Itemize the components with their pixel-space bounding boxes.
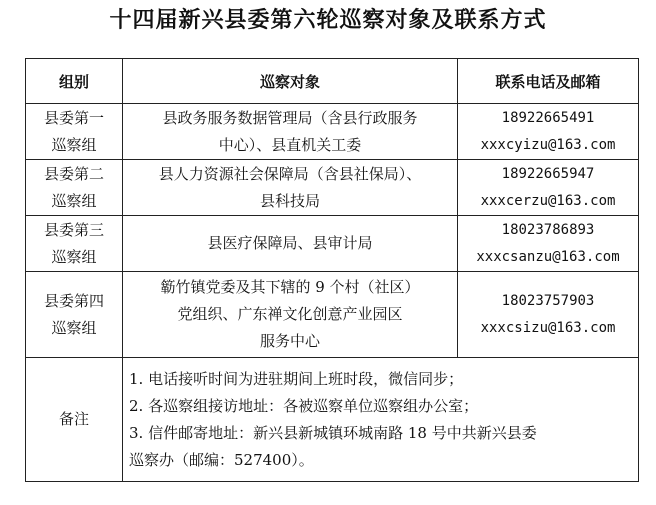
note-line: 1. 电话接听时间为进驻期间上班时段，微信同步； xyxy=(129,369,464,388)
phone-number: 18023786893 xyxy=(501,221,595,238)
email-address[interactable]: xxxcsanzu@163.com xyxy=(476,248,620,265)
target-cell: 县医疗保障局、县审计局 xyxy=(123,216,458,272)
note-line: 3. 信件邮寄地址：新兴县新城镇环城南路 18 号中共新兴县委 xyxy=(129,423,537,442)
group-cell: 县委第四 巡察组 xyxy=(26,272,123,358)
notes-label: 备注 xyxy=(26,358,123,482)
contact-cell xyxy=(458,216,639,272)
contact-cell xyxy=(458,272,639,358)
header-contact: 联系电话及邮箱 xyxy=(458,59,639,104)
contact-cell xyxy=(458,104,639,160)
email-address[interactable]: xxxcsizu@163.com xyxy=(480,319,616,336)
table-row xyxy=(26,272,639,358)
note-line: 2. 各巡察组接访地址：各被巡察单位巡察组办公室； xyxy=(129,396,479,415)
target-cell: 簕竹镇党委及其下辖的 9 个村（社区） 党组织、广东禅文化创意产业园区 服务中心 xyxy=(123,272,458,358)
email-address[interactable]: xxxcyizu@163.com xyxy=(480,136,616,153)
table-row xyxy=(26,216,639,272)
target-cell: 县政务服务数据管理局（含县行政服务 中心）、县直机关工委 xyxy=(123,104,458,160)
notes-content xyxy=(123,358,639,482)
notes-row xyxy=(26,358,639,482)
email-address[interactable]: xxxcerzu@163.com xyxy=(480,192,616,209)
group-cell: 县委第二 巡察组 xyxy=(26,160,123,216)
header-target: 巡察对象 xyxy=(123,59,458,104)
phone-number: 18922665491 xyxy=(501,109,595,126)
table-header-row xyxy=(26,59,639,104)
contact-table xyxy=(25,58,639,482)
contact-cell xyxy=(458,160,639,216)
group-cell: 县委第一 巡察组 xyxy=(26,104,123,160)
table-row xyxy=(26,160,639,216)
header-group: 组别 xyxy=(26,59,123,104)
note-line: 巡察办（邮编：527400）。 xyxy=(129,450,314,469)
document-title: 十四届新兴县委第六轮巡察对象及联系方式 xyxy=(109,7,547,33)
target-cell: 县人力资源社会保障局（含县社保局）、 县科技局 xyxy=(123,160,458,216)
phone-number: 18922665947 xyxy=(501,165,595,182)
phone-number: 18023757903 xyxy=(501,292,595,309)
group-cell: 县委第三 巡察组 xyxy=(26,216,123,272)
table-row xyxy=(26,104,639,160)
